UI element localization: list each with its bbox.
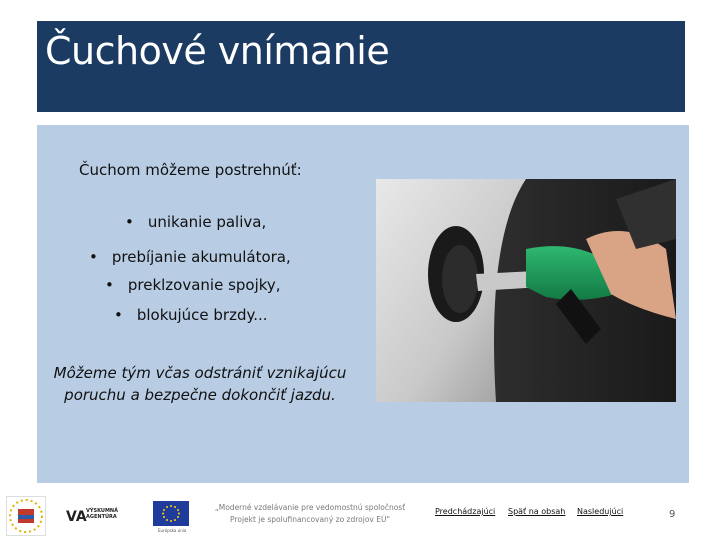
bullet-item: • prebíjanie akumulátora,	[89, 248, 291, 266]
bullet-item: • blokujúce brzdy...	[114, 306, 268, 324]
agency-logo-mark: VA	[66, 509, 87, 525]
slide-title: Čuchové vnímanie	[45, 29, 390, 73]
fuel-pump-photo	[376, 179, 676, 402]
page-number: 9	[669, 509, 676, 520]
conclusion-text: Môžeme tým včas odstrániť vznikajúcu poruchu a bezpečne dokončiť jazdu.	[53, 364, 347, 404]
nav-next-link[interactable]: Nasledujúci	[577, 507, 624, 516]
bullet-item: • unikanie paliva,	[125, 213, 267, 231]
school-crest-logo	[6, 496, 46, 536]
nav-contents-link[interactable]: Späť na obsah	[508, 507, 566, 516]
eu-flag-icon	[153, 501, 189, 526]
project-slogan: „Moderné vzdelávanie pre vedomostnú spoločnosť Projekt je spolufinancovaný zo zdrojov EÚ"	[214, 503, 406, 524]
intro-text: Čuchom môžeme postrehnúť:	[79, 161, 302, 179]
nav-previous-link[interactable]: Predchádzajúci	[435, 507, 496, 516]
bullet-item: • preklzovanie spojky,	[105, 276, 281, 294]
title-bar	[37, 21, 685, 112]
eu-caption: Európska únia	[158, 528, 187, 533]
agency-logo-text: VÝSKUMNÁ AGENTÚRA	[86, 508, 118, 520]
